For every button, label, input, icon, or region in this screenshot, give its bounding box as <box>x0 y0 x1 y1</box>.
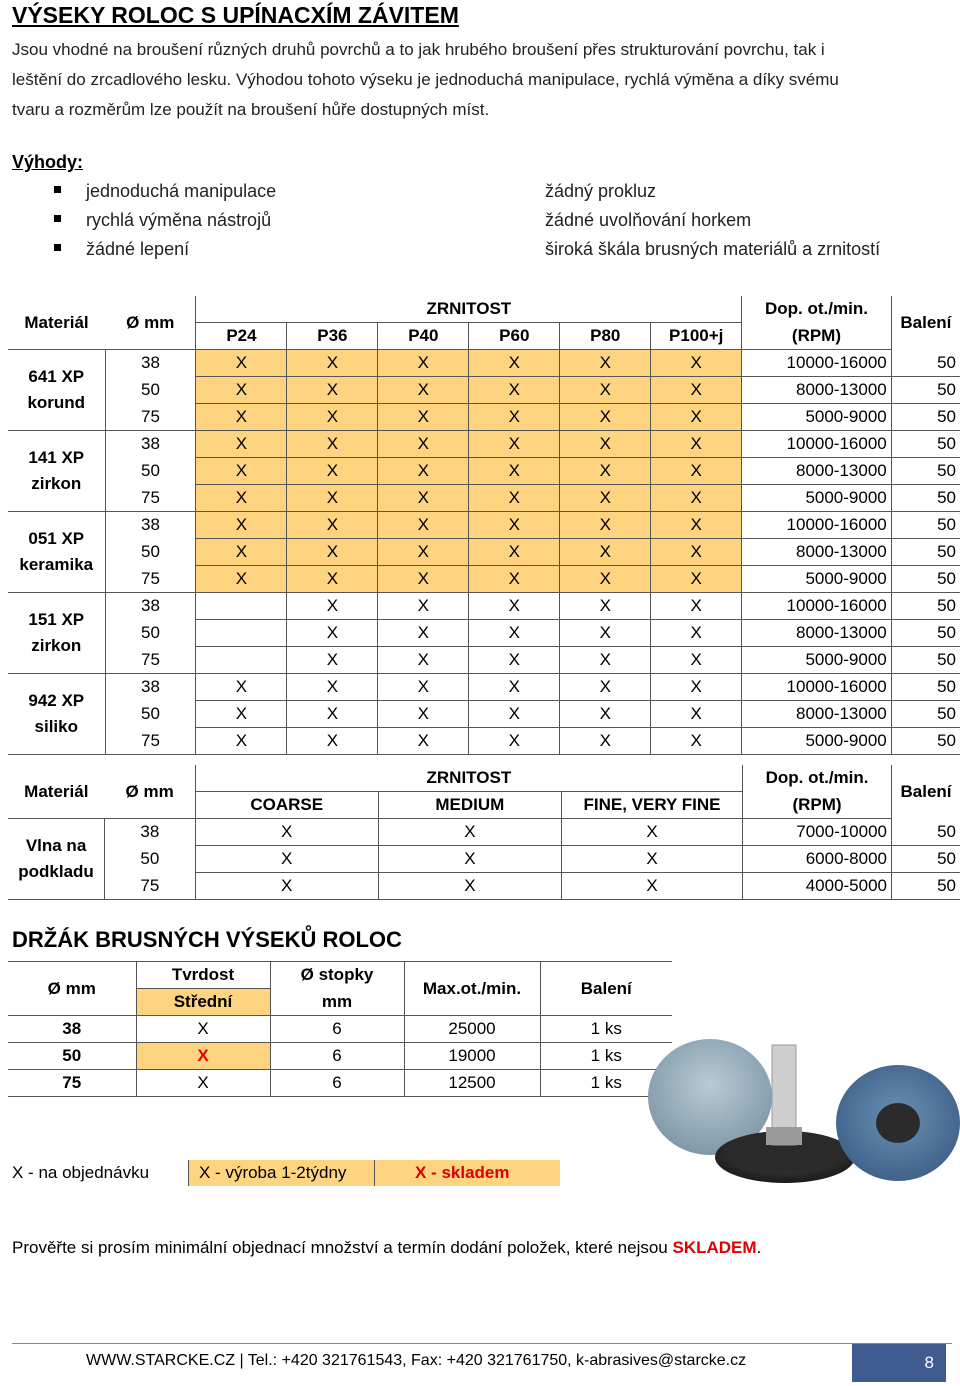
table-cell: 50 <box>892 846 960 873</box>
table-cell: X <box>378 674 469 701</box>
table-cell: P24 <box>196 323 287 350</box>
table-cell: X <box>287 458 378 485</box>
table-cell: X <box>287 566 378 593</box>
table-cell: X <box>287 539 378 566</box>
table-cell: P100+j <box>651 323 742 350</box>
table-cell: X <box>378 404 469 431</box>
table-cell: 50 <box>891 512 960 539</box>
table-cell: 1 ks <box>540 1016 672 1043</box>
table-row <box>8 647 960 674</box>
table-row <box>8 377 960 404</box>
table-cell: 25000 <box>404 1016 540 1043</box>
table-cell: 10000-16000 <box>742 431 892 458</box>
table-cell: MEDIUM <box>378 792 561 819</box>
table-cell: 75 <box>105 566 196 593</box>
table-cell: X <box>560 647 651 674</box>
note-end: . <box>756 1238 762 1257</box>
table-cell: X <box>378 701 469 728</box>
table-cell: Tvrdost <box>136 962 270 989</box>
table-cell: X <box>136 1043 270 1070</box>
table-cell: X <box>136 1016 270 1043</box>
table-cell: Balení <box>891 296 960 350</box>
table-row <box>8 728 960 755</box>
table-cell: 50 <box>891 377 960 404</box>
table-cell: 6 <box>270 1070 404 1097</box>
table-cell: Ø stopky <box>270 962 404 989</box>
table-row <box>8 846 960 873</box>
table-cell: X <box>136 1070 270 1097</box>
table-cell: X <box>196 674 287 701</box>
material-cell: 051 XP keramika <box>8 512 105 593</box>
table-cell: 50 <box>892 819 960 846</box>
table-cell: X <box>561 873 742 900</box>
table-cell: Ø mm <box>105 296 196 350</box>
table-cell: 50 <box>105 458 196 485</box>
table-cell: X <box>196 701 287 728</box>
table-cell: X <box>560 701 651 728</box>
table-cell: 38 <box>105 593 196 620</box>
page-number-box <box>852 1344 946 1382</box>
table-cell: 10000-16000 <box>742 593 892 620</box>
table-cell: 8000-13000 <box>742 539 892 566</box>
advantage-item: jednoduchá manipulace <box>86 181 277 201</box>
table-cell: 8000-13000 <box>742 458 892 485</box>
table-cell: X <box>378 458 469 485</box>
table-cell: 10000-16000 <box>742 512 892 539</box>
table-cell: X <box>651 458 742 485</box>
advantages-title: Výhody: <box>12 152 84 172</box>
table-cell: X <box>196 350 287 377</box>
table-cell: 50 <box>105 620 196 647</box>
table-cell: X <box>469 593 560 620</box>
table-cell <box>196 593 287 620</box>
table-cell: 75 <box>8 1070 136 1097</box>
table-cell: X <box>651 647 742 674</box>
table-cell: Ø mm <box>8 962 136 1016</box>
table-cell: X <box>469 539 560 566</box>
advantage-item: rychlá výměna nástrojů <box>86 210 272 230</box>
table-cell: 50 <box>891 350 960 377</box>
table-cell: 6 <box>270 1016 404 1043</box>
table-row <box>8 873 960 900</box>
table-cell: X <box>378 566 469 593</box>
header-row <box>8 962 672 989</box>
table-cell: X <box>561 846 742 873</box>
table-cell: 38 <box>105 674 196 701</box>
table-cell: (RPM) <box>742 323 892 350</box>
table-cell: Dop. ot./min. <box>742 296 892 323</box>
table-cell: Ø mm <box>105 765 196 819</box>
table-cell: 50 <box>105 377 196 404</box>
table-cell: 50 <box>891 539 960 566</box>
table-cell: 6 <box>270 1043 404 1070</box>
table-cell: FINE, VERY FINE <box>561 792 742 819</box>
table-cell: 10000-16000 <box>742 350 892 377</box>
table-cell: 50 <box>891 593 960 620</box>
table-row <box>8 566 960 593</box>
table-cell: 5000-9000 <box>742 485 892 512</box>
table-cell: X <box>378 431 469 458</box>
table-cell: Balení <box>892 765 960 819</box>
table-cell: X <box>651 485 742 512</box>
table-cell: 50 <box>891 674 960 701</box>
legend-stock: X - skladem <box>374 1160 560 1186</box>
table-cell: X <box>378 350 469 377</box>
table-cell: X <box>651 620 742 647</box>
table-cell: X <box>469 647 560 674</box>
table-cell: X <box>195 819 378 846</box>
header-row <box>8 765 960 792</box>
table-row <box>8 1070 672 1097</box>
table-cell: 1 ks <box>540 1043 672 1070</box>
table-cell: 50 <box>105 846 196 873</box>
table-cell: X <box>378 873 561 900</box>
table-row <box>8 539 960 566</box>
table-cell: X <box>378 593 469 620</box>
table-cell: 5000-9000 <box>742 728 892 755</box>
table-cell: X <box>469 674 560 701</box>
table-cell: X <box>196 431 287 458</box>
material-cell: Vlna na podkladu <box>8 819 105 900</box>
table-cell: X <box>469 728 560 755</box>
table-cell: 50 <box>891 701 960 728</box>
note-highlight: SKLADEM <box>672 1238 757 1257</box>
table-cell: 8000-13000 <box>742 377 892 404</box>
table-cell: 5000-9000 <box>742 404 892 431</box>
order-note <box>12 1238 761 1258</box>
table-row <box>8 512 960 539</box>
table-cell: X <box>196 404 287 431</box>
table-row <box>8 593 960 620</box>
table-cell: 75 <box>105 647 196 674</box>
table-cell: 5000-9000 <box>742 647 892 674</box>
table-cell: X <box>469 701 560 728</box>
table-cell: 75 <box>105 404 196 431</box>
holder-table <box>8 961 672 1097</box>
table-cell: ZRNITOST <box>196 296 742 323</box>
table-row <box>8 819 960 846</box>
table-cell: X <box>287 647 378 674</box>
table-cell: X <box>196 377 287 404</box>
table-cell: X <box>195 873 378 900</box>
note-text: Prověřte si prosím minimální objednací množství a termín dodání položek, které nejsou <box>12 1238 673 1257</box>
table-cell: X <box>287 620 378 647</box>
intro-line: Jsou vhodné na broušení různých druhů povrchů a to jak hrubého broušení přes strukturování povrchu, tak i <box>12 40 825 59</box>
table-cell: COARSE <box>195 792 378 819</box>
table-cell: 50 <box>891 647 960 674</box>
advantage-item: žádný prokluz <box>545 181 657 201</box>
table-cell: X <box>469 431 560 458</box>
table-cell: 50 <box>891 404 960 431</box>
table-cell: X <box>378 512 469 539</box>
table-cell: 5000-9000 <box>742 566 892 593</box>
table-cell: P40 <box>378 323 469 350</box>
table-cell: X <box>651 728 742 755</box>
table-cell: X <box>196 512 287 539</box>
table-cell: X <box>196 485 287 512</box>
table-row <box>8 1043 672 1070</box>
table-cell: X <box>561 819 742 846</box>
table-cell: 7000-10000 <box>743 819 892 846</box>
table-cell: 75 <box>105 728 196 755</box>
table-cell: X <box>378 647 469 674</box>
table-cell: X <box>287 485 378 512</box>
table-cell: X <box>651 431 742 458</box>
table-row <box>8 485 960 512</box>
table-cell: X <box>651 701 742 728</box>
advantage-item: žádné lepení <box>86 239 190 259</box>
legend-production: X - výroba 1-2týdny <box>188 1160 374 1186</box>
legend-order: X - na objednávku <box>12 1163 150 1182</box>
table-row <box>8 701 960 728</box>
table-cell: P36 <box>287 323 378 350</box>
holder-section-title: DRŽÁK BRUSNÝCH VÝSEKŮ ROLOC <box>12 927 402 952</box>
table-cell: X <box>651 566 742 593</box>
table-cell: X <box>378 539 469 566</box>
table-cell: 38 <box>105 512 196 539</box>
table-row <box>8 431 960 458</box>
table-row <box>8 458 960 485</box>
table-cell: X <box>378 485 469 512</box>
table-cell: 50 <box>105 539 196 566</box>
table-cell: X <box>560 350 651 377</box>
table-cell: X <box>195 846 378 873</box>
table-cell: mm <box>270 989 404 1016</box>
advantage-item: žádné uvolňování horkem <box>545 210 752 230</box>
table-cell: X <box>560 620 651 647</box>
table-cell: Max.ot./min. <box>404 962 540 1016</box>
material-cell: 641 XP korund <box>8 350 105 431</box>
table-cell: X <box>196 728 287 755</box>
product-photo <box>640 1035 960 1185</box>
table-cell: X <box>651 539 742 566</box>
table-cell: X <box>651 377 742 404</box>
table-cell: 50 <box>891 728 960 755</box>
table-cell: X <box>287 377 378 404</box>
table-cell: 50 <box>891 620 960 647</box>
footer-divider <box>12 1343 952 1344</box>
material-cell: 151 XP zirkon <box>8 593 105 674</box>
intro-line: tvaru a rozměrům lze použít na broušení hůře dostupných míst. <box>12 100 490 119</box>
page-title: VÝSEKY ROLOC S UPÍNACXÍM ZÁVITEM <box>12 2 459 28</box>
table-cell: X <box>469 512 560 539</box>
availability-legend <box>12 1160 560 1186</box>
table-cell: 75 <box>105 485 196 512</box>
table-cell: 50 <box>891 458 960 485</box>
table-cell: 50 <box>891 431 960 458</box>
table-cell: X <box>469 458 560 485</box>
table-cell: ZRNITOST <box>195 765 742 792</box>
intro-line: leštění do zrcadlového lesku. Výhodou tohoto výseku je jednoduchá manipulace, rychlá výměna a díky svému <box>12 70 839 89</box>
table-cell: X <box>560 674 651 701</box>
table-cell: X <box>560 458 651 485</box>
table-cell: P80 <box>560 323 651 350</box>
table-cell: X <box>378 377 469 404</box>
wool-pads-table <box>8 765 960 900</box>
table-cell: Balení <box>540 962 672 1016</box>
table-cell: X <box>469 377 560 404</box>
table-cell: X <box>287 701 378 728</box>
table-cell: 4000-5000 <box>743 873 892 900</box>
table-cell: X <box>560 377 651 404</box>
table-cell: X <box>378 846 561 873</box>
table-cell: Dop. ot./min. <box>743 765 892 792</box>
table-cell: 8000-13000 <box>742 701 892 728</box>
table-cell: 50 <box>105 701 196 728</box>
bullet-icon <box>54 244 61 251</box>
table-cell: X <box>651 674 742 701</box>
footer-contact: WWW.STARCKE.CZ | Tel.: +420 321761543, Fax: +420 321761750, k-abrasives@starcke.cz <box>86 1352 747 1369</box>
table-cell: Materiál <box>8 765 105 819</box>
table-cell: 50 <box>8 1043 136 1070</box>
table-cell: 75 <box>105 873 196 900</box>
table-row <box>8 1016 672 1043</box>
table-cell: X <box>560 593 651 620</box>
table-cell: X <box>287 350 378 377</box>
table-cell: X <box>469 404 560 431</box>
table-cell: X <box>287 431 378 458</box>
table-cell: X <box>287 593 378 620</box>
table-cell: X <box>560 512 651 539</box>
intro-paragraph <box>12 35 952 125</box>
table-cell: X <box>378 728 469 755</box>
bullet-icon <box>54 186 61 193</box>
table-cell: X <box>469 350 560 377</box>
page-number: 8 <box>924 1353 934 1372</box>
table-cell: Materiál <box>8 296 105 350</box>
table-cell: X <box>560 431 651 458</box>
table-cell: X <box>287 674 378 701</box>
table-cell: X <box>560 566 651 593</box>
table-cell: X <box>651 512 742 539</box>
table-cell <box>196 620 287 647</box>
table-cell: 50 <box>891 485 960 512</box>
table-cell: 38 <box>105 350 196 377</box>
table-cell: X <box>469 566 560 593</box>
table-cell: Střední <box>136 989 270 1016</box>
bullet-icon <box>54 215 61 222</box>
material-cell: 942 XP siliko <box>8 674 105 755</box>
table-cell: 50 <box>891 566 960 593</box>
table-cell: X <box>560 404 651 431</box>
table-cell: X <box>378 620 469 647</box>
table-row <box>8 404 960 431</box>
table-cell: 10000-16000 <box>742 674 892 701</box>
table-cell: X <box>560 728 651 755</box>
table-cell: X <box>287 404 378 431</box>
table-cell: 38 <box>8 1016 136 1043</box>
table-cell: 19000 <box>404 1043 540 1070</box>
table-cell: X <box>287 512 378 539</box>
table-cell <box>196 647 287 674</box>
advantage-item: široká škála brusných materiálů a zrnitostí <box>545 239 881 259</box>
table-cell: X <box>651 404 742 431</box>
table-cell: X <box>378 819 561 846</box>
table-row <box>8 350 960 377</box>
table-cell: 50 <box>892 873 960 900</box>
table-cell: 12500 <box>404 1070 540 1097</box>
table-cell: X <box>287 728 378 755</box>
table-cell: X <box>469 485 560 512</box>
table-row <box>8 620 960 647</box>
table-cell: 38 <box>105 431 196 458</box>
table-cell: X <box>196 566 287 593</box>
table-cell: X <box>196 539 287 566</box>
table-cell: X <box>469 620 560 647</box>
table-cell: X <box>196 458 287 485</box>
material-cell: 141 XP zirkon <box>8 431 105 512</box>
roloc-discs-table <box>8 296 960 755</box>
table-cell: X <box>560 539 651 566</box>
table-cell: X <box>651 350 742 377</box>
table-row <box>8 674 960 701</box>
table-cell: 1 ks <box>540 1070 672 1097</box>
table-cell: (RPM) <box>743 792 892 819</box>
table-cell: P60 <box>469 323 560 350</box>
table-cell: 38 <box>105 819 196 846</box>
table-cell: X <box>651 593 742 620</box>
table-cell: X <box>560 485 651 512</box>
table-cell: 6000-8000 <box>743 846 892 873</box>
table-cell: 8000-13000 <box>742 620 892 647</box>
header-row <box>8 296 960 323</box>
